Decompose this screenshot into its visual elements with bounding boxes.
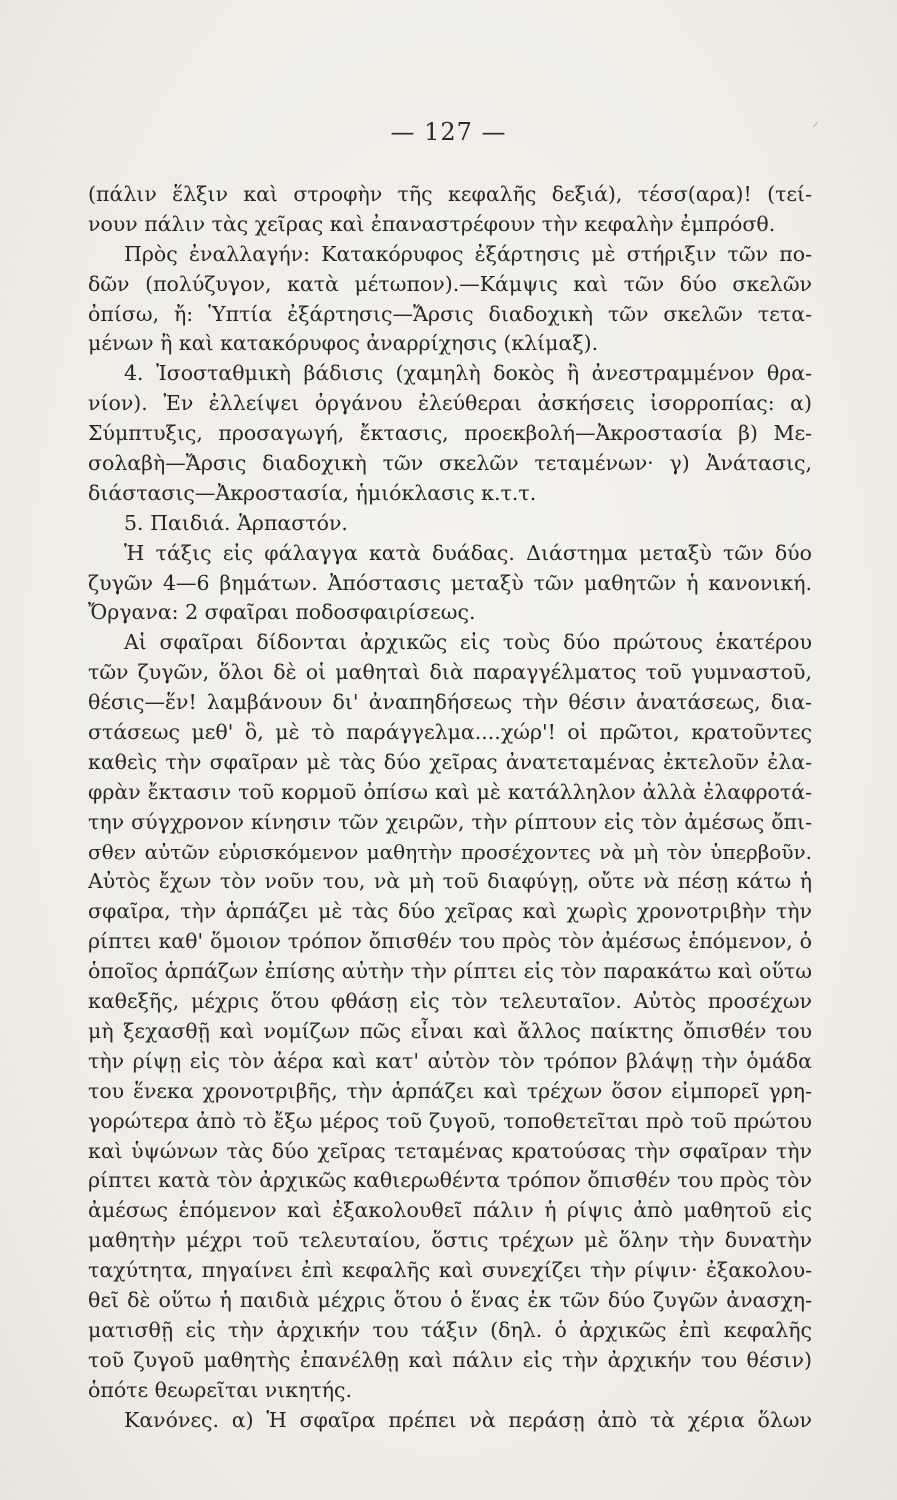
text-line: ταχύτητα, πηγαίνει ἐπὶ κεφαλῆς καὶ συνεχίζει τὴν ρίψιν· ἐξακολου-	[88, 1258, 812, 1283]
text-line: τὴν ρίψῃ εἰς τὸν ἀέρα καὶ κατ' αὐτὸν τὸν τρόπον βλάψῃ τὴν ὁμάδα	[88, 1048, 812, 1073]
text-line: φρὰν ἔκτασιν τοῦ κορμοῦ ὀπίσω καὶ μὲ κατάλληλον ἀλλὰ ἐλαφροτά-	[88, 779, 812, 804]
text-line: Πρὸς ἐναλλαγήν: Κατακόρυφος ἐξάρτησις μὲ στήριξιν τῶν πο-	[124, 241, 812, 266]
page-number: — 127 —	[390, 118, 507, 146]
text-line: του ἕνεκα χρονοτριβῆς, τὴν ἁρπάζει καὶ τρέχων ὅσον εἰμπορεῖ γρη-	[88, 1078, 812, 1103]
text-line: σφαῖρα, τὴν ἁρπάζει μὲ τὰς δύο χεῖρας καὶ χωρὶς χρονοτριβὴν τὴν	[88, 899, 812, 924]
text-line: ματισθῇ εἰς τὴν ἀρχικήν του τάξιν (δηλ. ὁ ἀρχικῶς ἐπὶ κεφαλῆς	[88, 1317, 812, 1342]
text-line: γορώτερα ἀπὸ τὸ ἔξω μέρος τοῦ ζυγοῦ, τοποθετεῖται πρὸ τοῦ πρώτου	[88, 1108, 812, 1133]
text-line: τῶν ζυγῶν, ὅλοι δὲ οἱ μαθηταὶ διὰ παραγγέλματος τοῦ γυμναστοῦ,	[88, 660, 812, 685]
text-line: στάσεως μεθ' ὃ, μὲ τὸ παράγγελμα....χώρ'! οἱ πρῶτοι, κρατοῦντες	[88, 720, 812, 745]
text-line: θεῖ δὲ οὕτω ἡ παιδιὰ μέχρις ὅτου ὁ ἕνας ἐκ τῶν δύο ζυγῶν ἀνασχη-	[88, 1287, 812, 1312]
text-line: (πάλιν ἕλξιν καὶ στροφὴν τῆς κεφαλῆς δεξιά), τέσσ(αρα)! (τεί-	[88, 182, 812, 206]
text-line: Αἱ σφαῖραι δίδονται ἀρχικῶς εἰς τοὺς δύο πρώτους ἑκατέρου	[124, 630, 812, 655]
text-line: μένων ἢ καὶ κατακόρυφος ἀναρρίχησις (κλίμαξ).	[88, 331, 599, 356]
text-line: νουν πάλιν τὰς χεῖρας καὶ ἐπαναστρέφουν τὴν κεφαλὴν ἐμπρόσθ.	[88, 211, 776, 236]
text-line: νίον). Ἐν ἐλλείψει ὀργάνου ἐλεύθεραι ἀσκήσεις ἰσορροπίας: α)	[88, 391, 812, 416]
text-line: δῶν (πολύζυγον, κατὰ μέτωπον).—Κάμψις καὶ τῶν δύο σκελῶν	[88, 271, 812, 296]
corner-mark: ⸍	[812, 120, 819, 136]
text-line: σολαβὴ—Ἄρσις διαδοχικὴ τῶν σκελῶν τεταμένων· γ) Ἀνάτασις,	[88, 451, 812, 476]
text-line: μαθητὴν μέχρι τοῦ τελευταίου, ὅστις τρέχων μὲ ὅλην τὴν δυνατὴν	[88, 1228, 812, 1253]
text-line: 4. Ἰσοσταθμικὴ βάδισις (χαμηλὴ δοκὸς ἢ ἀνεστραμμένον θρα-	[124, 361, 812, 386]
text-line: Σύμπτυξις, προσαγωγή, ἔκτασις, προεκβολή—Ἀκροστασία β) Με-	[88, 421, 812, 446]
text-line: ἀμέσως ἑπόμενον καὶ ἐξακολουθεῖ πάλιν ἡ ρίψις ἀπὸ μαθητοῦ εἰς	[88, 1198, 812, 1223]
text-line: σθεν αὐτῶν εὑρισκόμενον μαθητὴν προσέχοντες νὰ μὴ τὸν ὑπερβοῦν.	[88, 839, 812, 864]
body-text	[88, 180, 812, 1435]
text-line: Κανόνες. α) Ἡ σφαῖρα πρέπει νὰ περάσῃ ἀπὸ τὰ χέρια ὅλων	[124, 1407, 812, 1432]
text-line: καθεὶς τὴν σφαῖραν μὲ τὰς δύο χεῖρας ἀνατεταμένας ἐκτελοῦν ἐλα-	[88, 749, 812, 774]
text-line: Αὐτὸς ἔχων τὸν νοῦν του, νὰ μὴ τοῦ διαφύγῃ, οὔτε νὰ πέσῃ κάτω ἡ	[88, 869, 812, 894]
text-line: μὴ ξεχασθῇ καὶ νομίζων πῶς εἶναι καὶ ἄλλος παίκτης ὄπισθέν του	[88, 1018, 812, 1043]
text-line: ὁπότε θεωρεῖται νικητής.	[88, 1377, 352, 1402]
text-line: Ὄργανα: 2 σφαῖραι ποδοσφαιρίσεως.	[88, 600, 476, 625]
text-line: ζυγῶν 4—6 βημάτων. Ἀπόστασις μεταξὺ τῶν μαθητῶν ἡ κανονική.	[88, 570, 812, 595]
text-line: Ἡ τάξις εἰς φάλαγγα κατὰ δυάδας. Διάστημα μεταξὺ τῶν δύο	[124, 540, 812, 565]
text-line: θέσις—ἕν! λαμβάνουν δι' ἀναπηδήσεως τὴν θέσιν ἀνατάσεως, δια-	[88, 690, 812, 715]
text-line: τοῦ ζυγοῦ μαθητὴς ἐπανέλθῃ καὶ πάλιν εἰς τὴν ἀρχικήν του θέσιν)	[88, 1347, 812, 1372]
text-line: ρίπτει καθ' ὅμοιον τρόπον ὄπισθέν του πρὸς τὸν ἀμέσως ἑπόμενον, ὁ	[88, 929, 812, 954]
text-line: την σύγχρονον κίνησιν τῶν χειρῶν, τὴν ρίπτουν εἰς τὸν ἀμέσως ὄπι-	[88, 809, 812, 834]
text-line: καθεξῆς, μέχρις ὅτου φθάσῃ εἰς τὸν τελευταῖον. Αὐτὸς προσέχων	[88, 989, 812, 1014]
text-line: 5. Παιδιά. Ἁρπαστόν.	[124, 510, 348, 535]
text-line: ὀπίσω, ἤ: Ὑπτία ἐξάρτησις—Ἄρσις διαδοχικὴ τῶν σκελῶν τετα-	[88, 301, 812, 326]
text-line: διάστασις—Ἀκροστασία, ἡμιόκλασις κ.τ.τ.	[88, 480, 537, 505]
text-line: καὶ ὑψώνων τὰς δύο χεῖρας τεταμένας κρατούσας τὴν σφαῖραν τὴν	[88, 1138, 812, 1163]
text-line: ὁποῖος ἁρπάζων ἐπίσης αὐτὴν τὴν ρίπτει εἰς τὸν παρακάτω καὶ οὕτω	[88, 959, 812, 984]
text-line: ρίπτει κατὰ τὸν ἀρχικῶς καθιερωθέντα τρόπον ὄπισθέν του πρὸς τὸν	[88, 1168, 812, 1193]
